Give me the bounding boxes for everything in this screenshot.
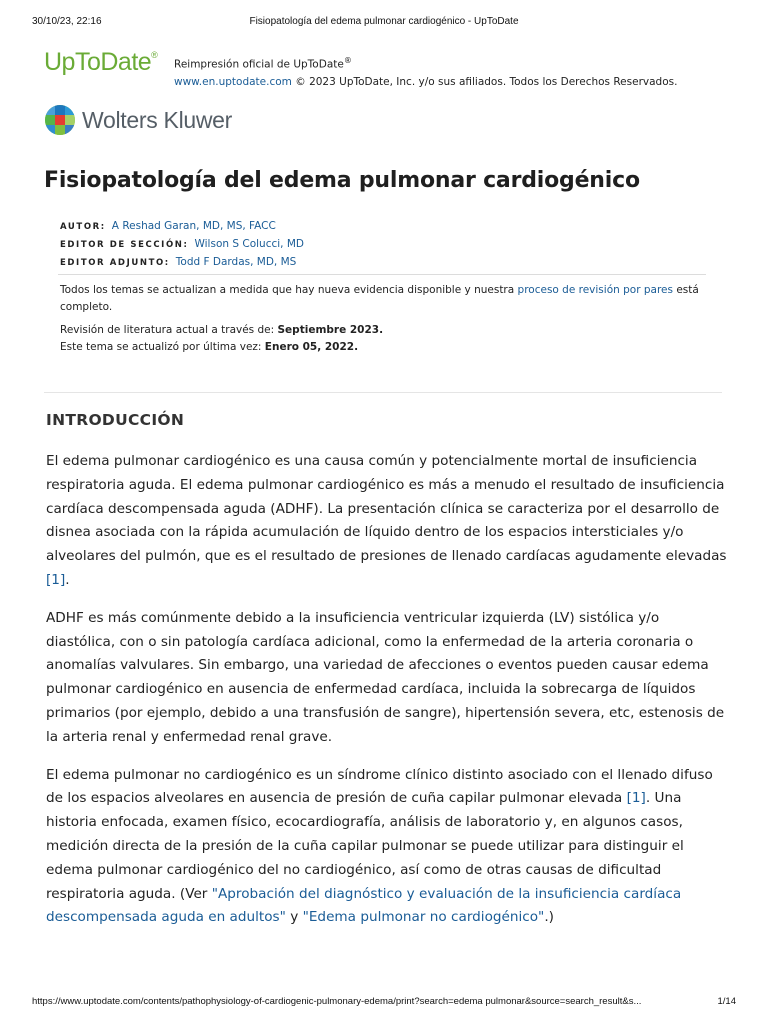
notice-text-end: está completo.	[60, 284, 699, 313]
wolters-kluwer-globe-icon	[44, 104, 76, 136]
contributor-row	[60, 254, 304, 272]
related-topic-link[interactable]: "Edema pulmonar no cardiogénico"	[302, 909, 545, 926]
contributors	[60, 218, 304, 272]
paragraph-text: El edema pulmonar no cardiogénico es un síndrome clínico distinto asociado con el llenado difuso de los espacios alveolares en ausencia de presión de cuña capilar pulmonar elevada	[46, 766, 713, 807]
uptodate-logo-mark: ®	[151, 50, 158, 60]
uptodate-site-link[interactable]: www.en.uptodate.com	[174, 75, 292, 88]
contributor-row	[60, 236, 304, 254]
article-body	[46, 450, 728, 944]
print-datetime: 30/10/23, 22:16	[32, 16, 102, 27]
updated-label: Este tema se actualizó por última vez:	[60, 341, 265, 353]
contributor-label: EDITOR ADJUNTO:	[60, 258, 170, 268]
divider	[58, 274, 706, 275]
uptodate-logo	[44, 48, 157, 77]
print-url: https://www.uptodate.com/contents/pathophysiology-of-cardiogenic-pulmonary-edema/print?search=edema pulmonar&source=search_result&s...	[32, 996, 642, 1007]
related-topic-link[interactable]: "Aprobación del diagnóstico y evaluación de la insuficiencia cardíaca descompensada aguda en adultos"	[46, 885, 682, 926]
paragraph	[46, 450, 728, 593]
update-notice	[60, 282, 706, 356]
review-date-line	[60, 322, 706, 339]
uptodate-logo-text: UpToDate	[44, 48, 152, 76]
author-link[interactable]: A Reshad Garan, MD, MS, FACC	[111, 220, 276, 232]
review-date: Septiembre 2023.	[277, 324, 384, 336]
paragraph-end: .	[65, 571, 70, 588]
contributor-label: EDITOR DE SECCIÓN:	[60, 240, 189, 250]
paragraph-text: El edema pulmonar cardiogénico es una causa común y potencialmente mortal de insuficiencia respiratoria aguda. El edema pulmonar cardiogénico es más a menudo el resultado de insuficiencia cardíaca descompensada aguda (ADHF). La presentación clínica se caracteriza por el desarrollo de disnea asociada con la rápida acumulación de líquido dentro de los espacios intersticiales y/o alveolares del pulmón, que es el resultado de presiones de llenado cardíacas agudamente elevadas	[46, 453, 727, 565]
section-editor-link[interactable]: Wilson S Colucci, MD	[194, 238, 304, 250]
paragraph-text: y	[285, 909, 303, 926]
updated-date-line	[60, 339, 706, 356]
updated-date: Enero 05, 2022.	[264, 341, 359, 353]
deputy-editor-link[interactable]: Todd F Dardas, MD, MS	[175, 256, 297, 268]
peer-review-link[interactable]: proceso de revisión por pares	[517, 284, 673, 296]
section-heading: INTRODUCCIÓN	[46, 411, 185, 429]
peer-review-note	[60, 282, 706, 316]
print-header	[32, 16, 736, 27]
reference-link[interactable]: [1]	[46, 571, 66, 588]
review-label: Revisión de literatura actual a través de:	[60, 324, 278, 336]
copyright-text: © 2023 UpToDate, Inc. y/o sus afiliados. Todos los Derechos Reservados.	[295, 75, 678, 88]
reprint-label: Reimpresión oficial de UpToDate	[174, 58, 344, 71]
paragraph-end: .)	[544, 909, 554, 926]
brand-row	[44, 48, 728, 88]
reference-link[interactable]: [1]	[626, 790, 646, 807]
notice-text: Todos los temas se actualizan a medida que hay nueva evidencia disponible y nuestra	[60, 284, 518, 296]
wolters-kluwer-logo	[44, 104, 232, 136]
page-number: 1/14	[717, 996, 736, 1007]
wolters-kluwer-text: Wolters Kluwer	[82, 106, 233, 133]
reprint-mark: ®	[343, 56, 352, 65]
paragraph: ADHF es más comúnmente debido a la insuficiencia ventricular izquierda (LV) sistólica y/o diastólica, con o sin patología cardíaca adicional, como la enfermedad de la arteria coronaria o anomalías valvulares. Sin embargo, una variedad de afecciones o eventos pueden causar edema pulmonar cardiogénico en ausencia de enfermedad cardíaca, incluida la sobrecarga de líquidos primarios (por ejemplo, debido a una transfusión de sangre), hipertensión severa, etc, estenosis de la arteria renal y enfermedad renal grave.	[46, 609, 725, 745]
divider	[44, 392, 722, 393]
print-page-title: Fisiopatología del edema pulmonar cardiogénico - UpToDate	[249, 16, 519, 27]
contributor-label: AUTOR:	[60, 222, 106, 232]
contributor-row	[60, 218, 304, 236]
reprint-notice	[174, 52, 677, 91]
paragraph-text: . Una historia enfocada, examen físico, ecocardiografía, análisis de laboratorio y, en algunos casos, medición directa de la presión de la cuña capilar pulmonar se puede utilizar para distinguir el edema pulmonar cardiogénico del no cardiogénico, así como de otras causas de dificultad respiratoria aguda. (Ver	[46, 790, 684, 902]
article-title: Fisiopatología del edema pulmonar cardiogénico	[44, 168, 640, 193]
print-footer	[32, 996, 736, 1007]
paragraph	[46, 764, 728, 931]
